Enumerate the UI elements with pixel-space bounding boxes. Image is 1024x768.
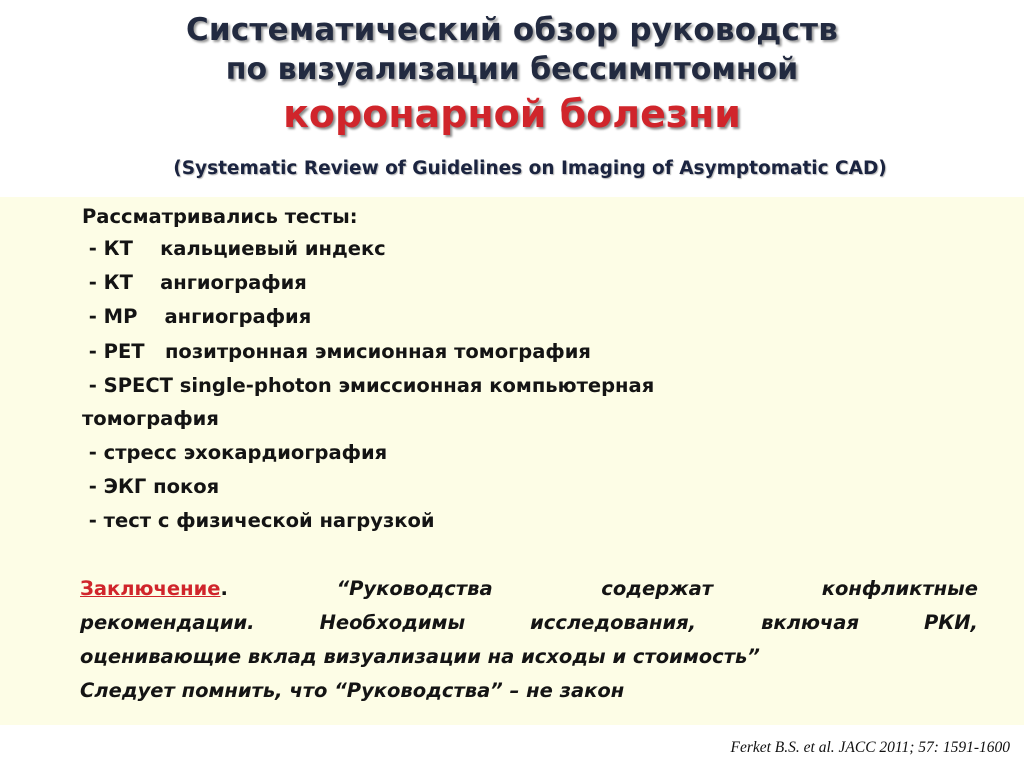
- test-item-spect-cont: томография: [82, 407, 219, 430]
- test-item-pet: - PET позитронная эмисионная томография: [82, 340, 591, 363]
- tests-heading: Рассматривались тесты:: [82, 205, 358, 228]
- conclusion-word: Необходимы: [319, 611, 466, 634]
- title-line-3: коронарной болезни: [283, 92, 741, 136]
- conclusion-word: конфликтные: [821, 577, 978, 600]
- conclusion-word: включая: [761, 611, 859, 634]
- test-item-ct-calcium: - КТ кальциевый индекс: [82, 237, 386, 260]
- test-item-ecg-rest: - ЭКГ покоя: [82, 475, 220, 498]
- title-line-2: по визуализации бессимптомной: [225, 52, 799, 87]
- conclusion-word: исследования,: [530, 611, 697, 634]
- test-item-spect: - SPECT single-photon эмиссионная компьютерная: [82, 374, 655, 397]
- conclusion-label-group: [80, 577, 228, 601]
- subtitle: (Systematic Review of Guidelines on Imaging of Asymptomatic CAD): [173, 158, 887, 179]
- conclusion-label: Заключение: [80, 577, 221, 600]
- test-item-ct-angio: - КТ ангиография: [82, 271, 307, 294]
- citation: Ferket B.S. et al. JACC 2011; 57: 1591-1600: [730, 739, 1010, 756]
- conclusion-word: РКИ,: [923, 611, 978, 634]
- conclusion-label-punct: .: [220, 577, 228, 600]
- conclusion-line-1: [80, 577, 978, 601]
- title-line-1: Систематический обзор руководств: [185, 12, 839, 48]
- test-item-mr-angio: - МР ангиография: [82, 305, 312, 328]
- conclusion-word: “Руководства: [336, 577, 493, 600]
- conclusion-line-4: Следует помнить, что “Руководства” – не закон: [80, 679, 625, 702]
- conclusion-line-2: [80, 611, 978, 635]
- conclusion-word: содержат: [601, 577, 714, 600]
- test-item-stress-echo: - стресс эхокардиография: [82, 441, 388, 464]
- conclusion-line-3: оценивающие вклад визуализации на исходы и стоимость”: [80, 645, 760, 668]
- test-item-exercise-test: - тест с физической нагрузкой: [82, 509, 435, 532]
- conclusion-word: рекомендации.: [80, 611, 255, 634]
